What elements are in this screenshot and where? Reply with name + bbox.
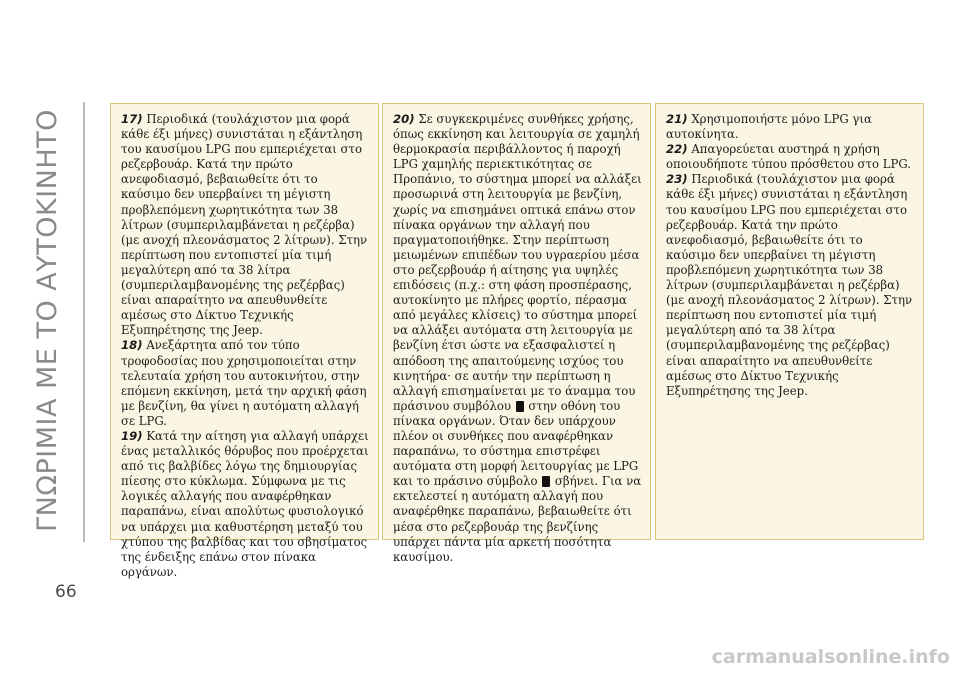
side-divider	[83, 102, 85, 542]
note-number: 23)	[666, 172, 688, 187]
lpg-fuel-icon	[542, 476, 550, 487]
section-title-text: ΓΝΩΡΙΜΙΑ ΜΕ ΤΟ ΑΥΤΟΚΙΝΗΤΟ	[31, 108, 63, 532]
notes-column-2	[382, 103, 651, 564]
note-23	[666, 172, 915, 398]
note-number: 20)	[393, 112, 415, 126]
note-text: σβήνει. Για να εκτελεστεί η αυτόματη αλλαγή που αναφέρθηκε παραπάνω, βεβαιωθείτε ότι μέσα στο ρεζερβουάρ της βενζίνης υπάρχει πάντα μία αρκετή ποσότητα καυσίμου.	[393, 474, 642, 564]
section-side-title	[22, 100, 72, 540]
note-18	[121, 338, 370, 429]
watermark: carmanualsonline.info	[711, 646, 950, 668]
lpg-fuel-icon	[516, 401, 524, 412]
note-text: Σε συγκεκριμένες συνθήκες χρήσης, όπως εκκίνηση και λειτουργία σε χαμηλή θερμοκρασία περιβάλλοντος ή παροχή LPG χαμηλής περιεκτικότητας σε Προπάνιο, το σύστημα μπορεί να αλλάξει προσωρινά στη λειτουργία με βενζίνη, χωρίς να επισημάνει οπτικά επάνω στον πίνακα οργάνων την αλλαγή που πραγματοποιήθηκε. Στην περίπτωση μειωμένων επιπέδων του υγραερίου μέσα στο ρεζερβουάρ ή αίτησης για υψηλές επιδόσεις (π.χ.: στη φάση προσπέρασης, αυτοκίνητο με πλήρες φορτίο, πέρασμα από μεγάλες κλίσεις) το σύστημα μπορεί να αλλάξει αυτόματα στη λειτουργία με βενζίνη έτσι ώστε να εξασφαλιστεί η απόδοση της απαιτούμενης ισχύος του κινητήρα· σε αυτήν την περίπτωση η αλλαγή επισημαίνεται με το άναμμα του πράσινου συμβόλου	[393, 112, 642, 413]
note-text: Ανεξάρτητα από τον τύπο τροφοδοσίας που χρησιμοποιείται στην τελευταία χρήση του αυτοκινήτου, στην επόμενη εκκίνηση, μετά την αρχική φάση με βενζίνη, θα γίνει η αυτόματη αλλαγή σε LPG.	[121, 338, 367, 428]
note-text: Χρησιμοποιήστε μόνο LPG για αυτοκίνητα.	[666, 112, 872, 142]
note-22	[666, 142, 915, 172]
note-text: στην οθόνη του πίνακα οργάνων. Όταν δεν υπάρχουν πλέον οι συνθήκες που αναφέρθηκαν παραπάνω, το σύστημα επιστρέφει αυτόματα στη μορφή λειτουργίας με LPG και το πράσινο σύμβολο	[393, 398, 639, 489]
note-text: Περιοδικά (τουλάχιστον μια φορά κάθε έξι μήνες) συνιστάται η εξάντληση του καυσίμου LPG που εμπεριέχεται στο ρεζερβουάρ. Κατά την πρώτο ανεφοδιασμό, βεβαιωθείτε ότι το καύσιμο δεν υπερβαίνει τη μέγιστη προβλεπόμενη χωρητικότητα των 38 λίτρων (συμπεριλαμβάνεται η ρεζέρβα) (με ανοχή πλεονάσματος 2 λίτρων). Στην περίπτωση που εντοπιστεί μία τιμή μεγαλύτερη από τα 38 λίτρα (συμπεριλαμβανομένης της ρεζέρβας) είναι απαραίτητο να απευθυνθείτε αμέσως στο Δίκτυο Τεχνικής Εξυπηρέτησης της Jeep.	[666, 172, 913, 398]
note-number: 17)	[121, 112, 143, 126]
note-number: 18)	[121, 338, 143, 353]
page-number: 66	[55, 582, 77, 602]
note-text: Κατά την αίτηση για αλλαγή υπάρχει ένας μεταλλικός θόρυβος που προέρχεται από τις βαλβίδες λόγω της δημιουργίας πίεσης στο κύκλωμα. Σύμφωνα με τις λογικές αλλαγής που αναφέρθηκαν παραπάνω, είναι απολύτως φυσιολογικό να υπάρχει μια καθυστέρηση μεταξύ του χτύπου της βαλβίδας και του σβησίματος της ένδειξης επάνω στον πίνακα οργάνων.	[121, 428, 369, 579]
note-number: 22)	[666, 142, 688, 157]
note-text: Περιοδικά (τουλάχιστον μια φορά κάθε έξι μήνες) συνιστάται η εξάντληση του καυσίμου LPG που εμπεριέχεται στο ρεζερβουάρ. Κατά την πρώτο ανεφοδιασμό, βεβαιωθείτε ότι το καύσιμο δεν υπερβαίνει τη μέγιστη προβλεπόμενη χωρητικότητα των 38 λίτρων (συμπεριλαμβάνεται η ρεζέρβα) (με ανοχή πλεονάσματος 2 λίτρων). Στην περίπτωση που εντοπιστεί μία τιμή μεγαλύτερη από τα 38 λίτρα (συμπεριλαμβανομένης της ρεζέρβας) είναι απαραίτητο να απευθυνθείτε αμέσως στο Δίκτυο Τεχνικής Εξυπηρέτησης της Jeep.	[121, 112, 368, 338]
note-20	[393, 112, 642, 565]
note-number: 21)	[666, 112, 688, 126]
note-21	[666, 112, 915, 142]
notes-column-3	[655, 103, 924, 540]
note-17	[121, 112, 370, 338]
note-text: Απαγορεύεται αυστηρά η χρήση οποιουδήποτε τύπου πρόσθετου στο LPG.	[666, 142, 912, 172]
note-number: 19)	[121, 428, 143, 443]
notes-column-1	[110, 103, 379, 579]
note-19	[121, 429, 370, 580]
